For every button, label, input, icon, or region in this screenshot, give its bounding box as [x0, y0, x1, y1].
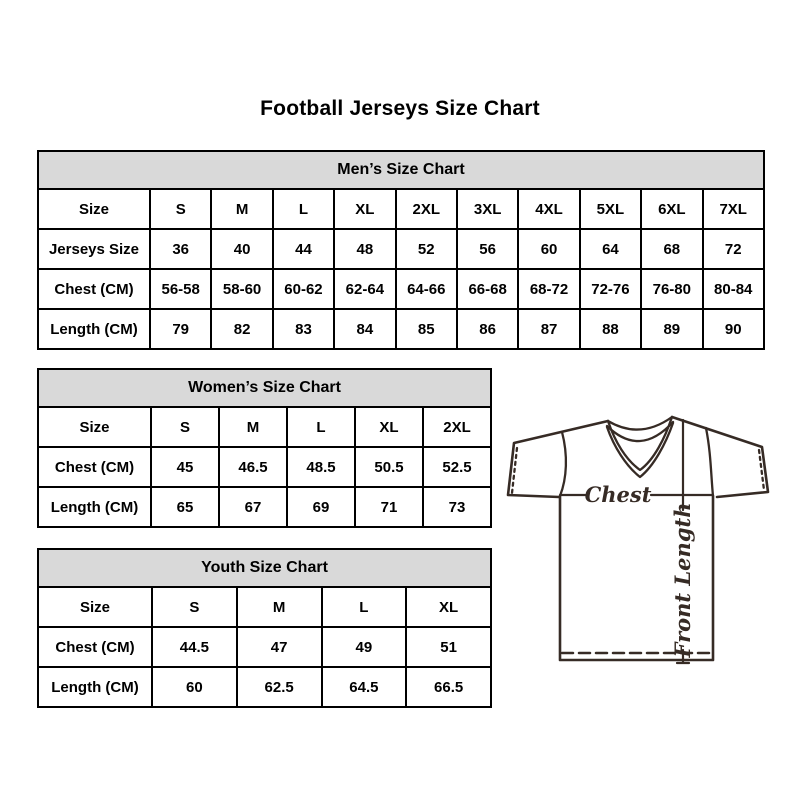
table-cell: 67 — [219, 487, 287, 527]
row-label: Size — [38, 189, 150, 229]
table-cell: L — [322, 587, 407, 627]
table-cell: 60-62 — [273, 269, 334, 309]
table-cell: 66-68 — [457, 269, 518, 309]
jersey-right-sleeve — [672, 417, 768, 497]
table-cell: 71 — [355, 487, 423, 527]
table-cell: 90 — [703, 309, 764, 349]
table-cell: 65 — [151, 487, 219, 527]
row-label: Size — [38, 587, 152, 627]
mens-table-title: Men’s Size Chart — [38, 151, 764, 189]
table-cell: 51 — [406, 627, 491, 667]
row-label: Size — [38, 407, 151, 447]
table-cell: 89 — [641, 309, 702, 349]
table-row — [38, 487, 491, 527]
youth-table-title: Youth Size Chart — [38, 549, 491, 587]
table-cell: 87 — [518, 309, 579, 349]
table-cell: M — [211, 189, 272, 229]
table-cell: 83 — [273, 309, 334, 349]
table-row — [38, 269, 764, 309]
table-cell: 46.5 — [219, 447, 287, 487]
chest-label: Chest — [584, 482, 652, 507]
womens-size-table — [37, 368, 492, 528]
table-cell: 6XL — [641, 189, 702, 229]
table-cell: 86 — [457, 309, 518, 349]
row-label: Length (CM) — [38, 487, 151, 527]
table-cell: 48.5 — [287, 447, 355, 487]
table-cell: S — [151, 407, 219, 447]
table-cell: S — [150, 189, 211, 229]
row-label: Chest (CM) — [38, 447, 151, 487]
mens-table-header-row — [38, 151, 764, 189]
table-cell: 76-80 — [641, 269, 702, 309]
table-cell: 64 — [580, 229, 641, 269]
table-cell: M — [219, 407, 287, 447]
jersey-measurement-diagram — [505, 410, 771, 668]
table-cell: 50.5 — [355, 447, 423, 487]
table-row — [38, 189, 764, 229]
table-cell: 47 — [237, 627, 322, 667]
table-cell: 64.5 — [322, 667, 407, 707]
table-cell: 80-84 — [703, 269, 764, 309]
table-cell: 56-58 — [150, 269, 211, 309]
table-cell: S — [152, 587, 237, 627]
table-cell: 44.5 — [152, 627, 237, 667]
table-row — [38, 309, 764, 349]
jersey-collar — [608, 417, 672, 430]
table-cell: 56 — [457, 229, 518, 269]
table-cell: 44 — [273, 229, 334, 269]
table-cell: 66.5 — [406, 667, 491, 707]
page-title: Football Jerseys Size Chart — [260, 97, 540, 120]
table-cell: 52.5 — [423, 447, 491, 487]
table-cell: 62-64 — [334, 269, 395, 309]
youth-size-table — [37, 548, 492, 708]
table-cell: 85 — [396, 309, 457, 349]
table-cell: 4XL — [518, 189, 579, 229]
table-cell: 2XL — [423, 407, 491, 447]
table-row — [38, 407, 491, 447]
table-cell: 48 — [334, 229, 395, 269]
front-length-label: Front Length — [670, 502, 695, 658]
table-cell: XL — [355, 407, 423, 447]
table-cell: 3XL — [457, 189, 518, 229]
table-cell: 68-72 — [518, 269, 579, 309]
table-cell: 72 — [703, 229, 764, 269]
table-cell: 69 — [287, 487, 355, 527]
table-cell: 82 — [211, 309, 272, 349]
table-cell: 60 — [152, 667, 237, 707]
table-cell: 84 — [334, 309, 395, 349]
table-cell: 58-60 — [211, 269, 272, 309]
womens-table-header-row — [38, 369, 491, 407]
table-cell: 45 — [151, 447, 219, 487]
row-label: Length (CM) — [38, 309, 150, 349]
row-label: Chest (CM) — [38, 269, 150, 309]
table-cell: 64-66 — [396, 269, 457, 309]
table-cell: XL — [334, 189, 395, 229]
table-row — [38, 667, 491, 707]
row-label: Jerseys Size — [38, 229, 150, 269]
row-label: Chest (CM) — [38, 627, 152, 667]
table-cell: 68 — [641, 229, 702, 269]
table-cell: M — [237, 587, 322, 627]
table-cell: 79 — [150, 309, 211, 349]
table-cell: XL — [406, 587, 491, 627]
womens-table-title: Women’s Size Chart — [38, 369, 491, 407]
jersey-left-armhole — [560, 432, 566, 496]
table-row — [38, 447, 491, 487]
table-cell: 88 — [580, 309, 641, 349]
youth-table-header-row — [38, 549, 491, 587]
table-cell: 60 — [518, 229, 579, 269]
table-cell: 72-76 — [580, 269, 641, 309]
table-cell: 49 — [322, 627, 407, 667]
table-cell: 40 — [211, 229, 272, 269]
table-cell: 52 — [396, 229, 457, 269]
table-row — [38, 627, 491, 667]
table-row — [38, 587, 491, 627]
table-cell: 36 — [150, 229, 211, 269]
row-label: Length (CM) — [38, 667, 152, 707]
table-row — [38, 229, 764, 269]
table-cell: 73 — [423, 487, 491, 527]
jersey-right-armhole — [706, 428, 713, 496]
table-cell: 62.5 — [237, 667, 322, 707]
table-cell: L — [273, 189, 334, 229]
table-cell: 7XL — [703, 189, 764, 229]
table-cell: L — [287, 407, 355, 447]
table-cell: 2XL — [396, 189, 457, 229]
mens-size-table — [37, 150, 765, 350]
table-cell: 5XL — [580, 189, 641, 229]
